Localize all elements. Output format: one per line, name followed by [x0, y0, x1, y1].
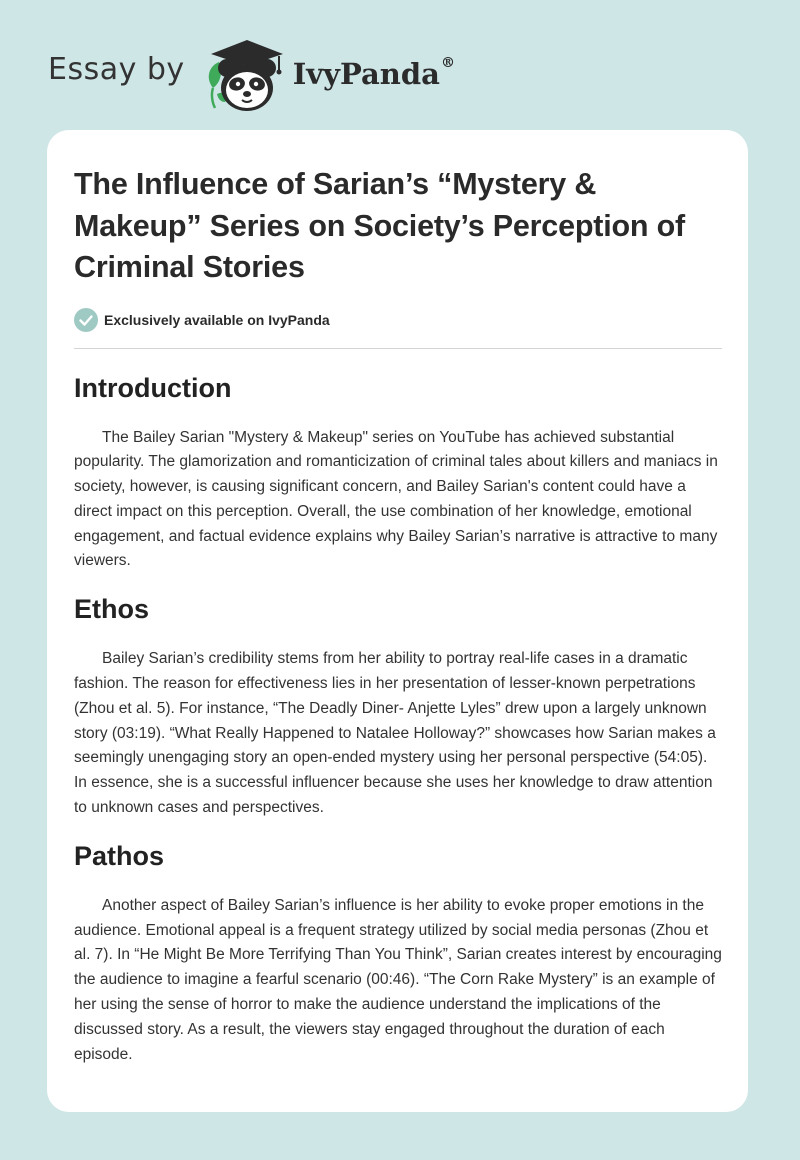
section-paragraph-pathos: Another aspect of Bailey Sarian’s influence is her ability to evoke proper emotions in the audience. Emotional appeal is a frequent strategy utilized by social media personas (Zhou et al. 7). In “He Might Be More Terrifying Than You Think”, Sarian creates interest by encouraging the audience to imagine a fearful scenario (00:46). “The Corn Rake Mystery” is an example of her using the sense of horror to make the audience understand the implications of the discussed story. As a result, the viewers stay engaged throughout the duration of each episode.: [74, 896, 722, 1063]
section-paragraph-introduction: The Bailey Sarian "Mystery & Makeup" series on YouTube has achieved substantial popularity. The glamorization and romanticization of criminal tales about killers and maniacs in society, however, is causing significant concern, and Bailey Sarian's content could have a direct impact on this perception. Overall, the use combination of her knowledge, emotional engagement, and factual evidence explains why Bailey Sarian’s narrative is attractive to many viewers.: [74, 428, 718, 570]
essay-by-label: Essay by: [48, 51, 185, 87]
panda-logo-icon[interactable]: [199, 30, 289, 114]
page-title: The Influence of Sarian’s “Mystery & Makeup” Series on Society’s Perception of Criminal Stories: [74, 167, 686, 284]
exclusive-badge-label: Exclusively available on IvyPanda: [104, 311, 330, 328]
section-heading-ethos: Ethos: [74, 594, 150, 625]
site-header: [48, 30, 455, 114]
brand-name[interactable]: IvyPanda®: [292, 55, 455, 91]
exclusive-badge: [74, 307, 722, 333]
essay-card: [47, 130, 748, 1112]
section-heading-introduction: Introduction: [74, 372, 232, 403]
section-paragraph-ethos: Bailey Sarian’s credibility stems from her ability to portray real-life cases in a dramatic fashion. The reason for effectiveness lies in her presentation of lesser-known perpetrations (Zhou et al. 5). For instance, “The Deadly Diner- Anjette Lyles” drew upon a largely unknown story (03:19). “What Really Happened to Natalee Holloway?” showcases how Sarian makes a seemingly unengaging story an open-ended mystery using her personal perspective (54:05). In essence, she is a successful influencer because she uses her knowledge to draw attention to unknown cases and perspectives.: [74, 650, 716, 817]
title-divider: [74, 348, 722, 349]
registered-mark: ®: [440, 55, 455, 71]
check-circle-icon: [74, 308, 98, 332]
section-heading-pathos: Pathos: [74, 840, 165, 871]
